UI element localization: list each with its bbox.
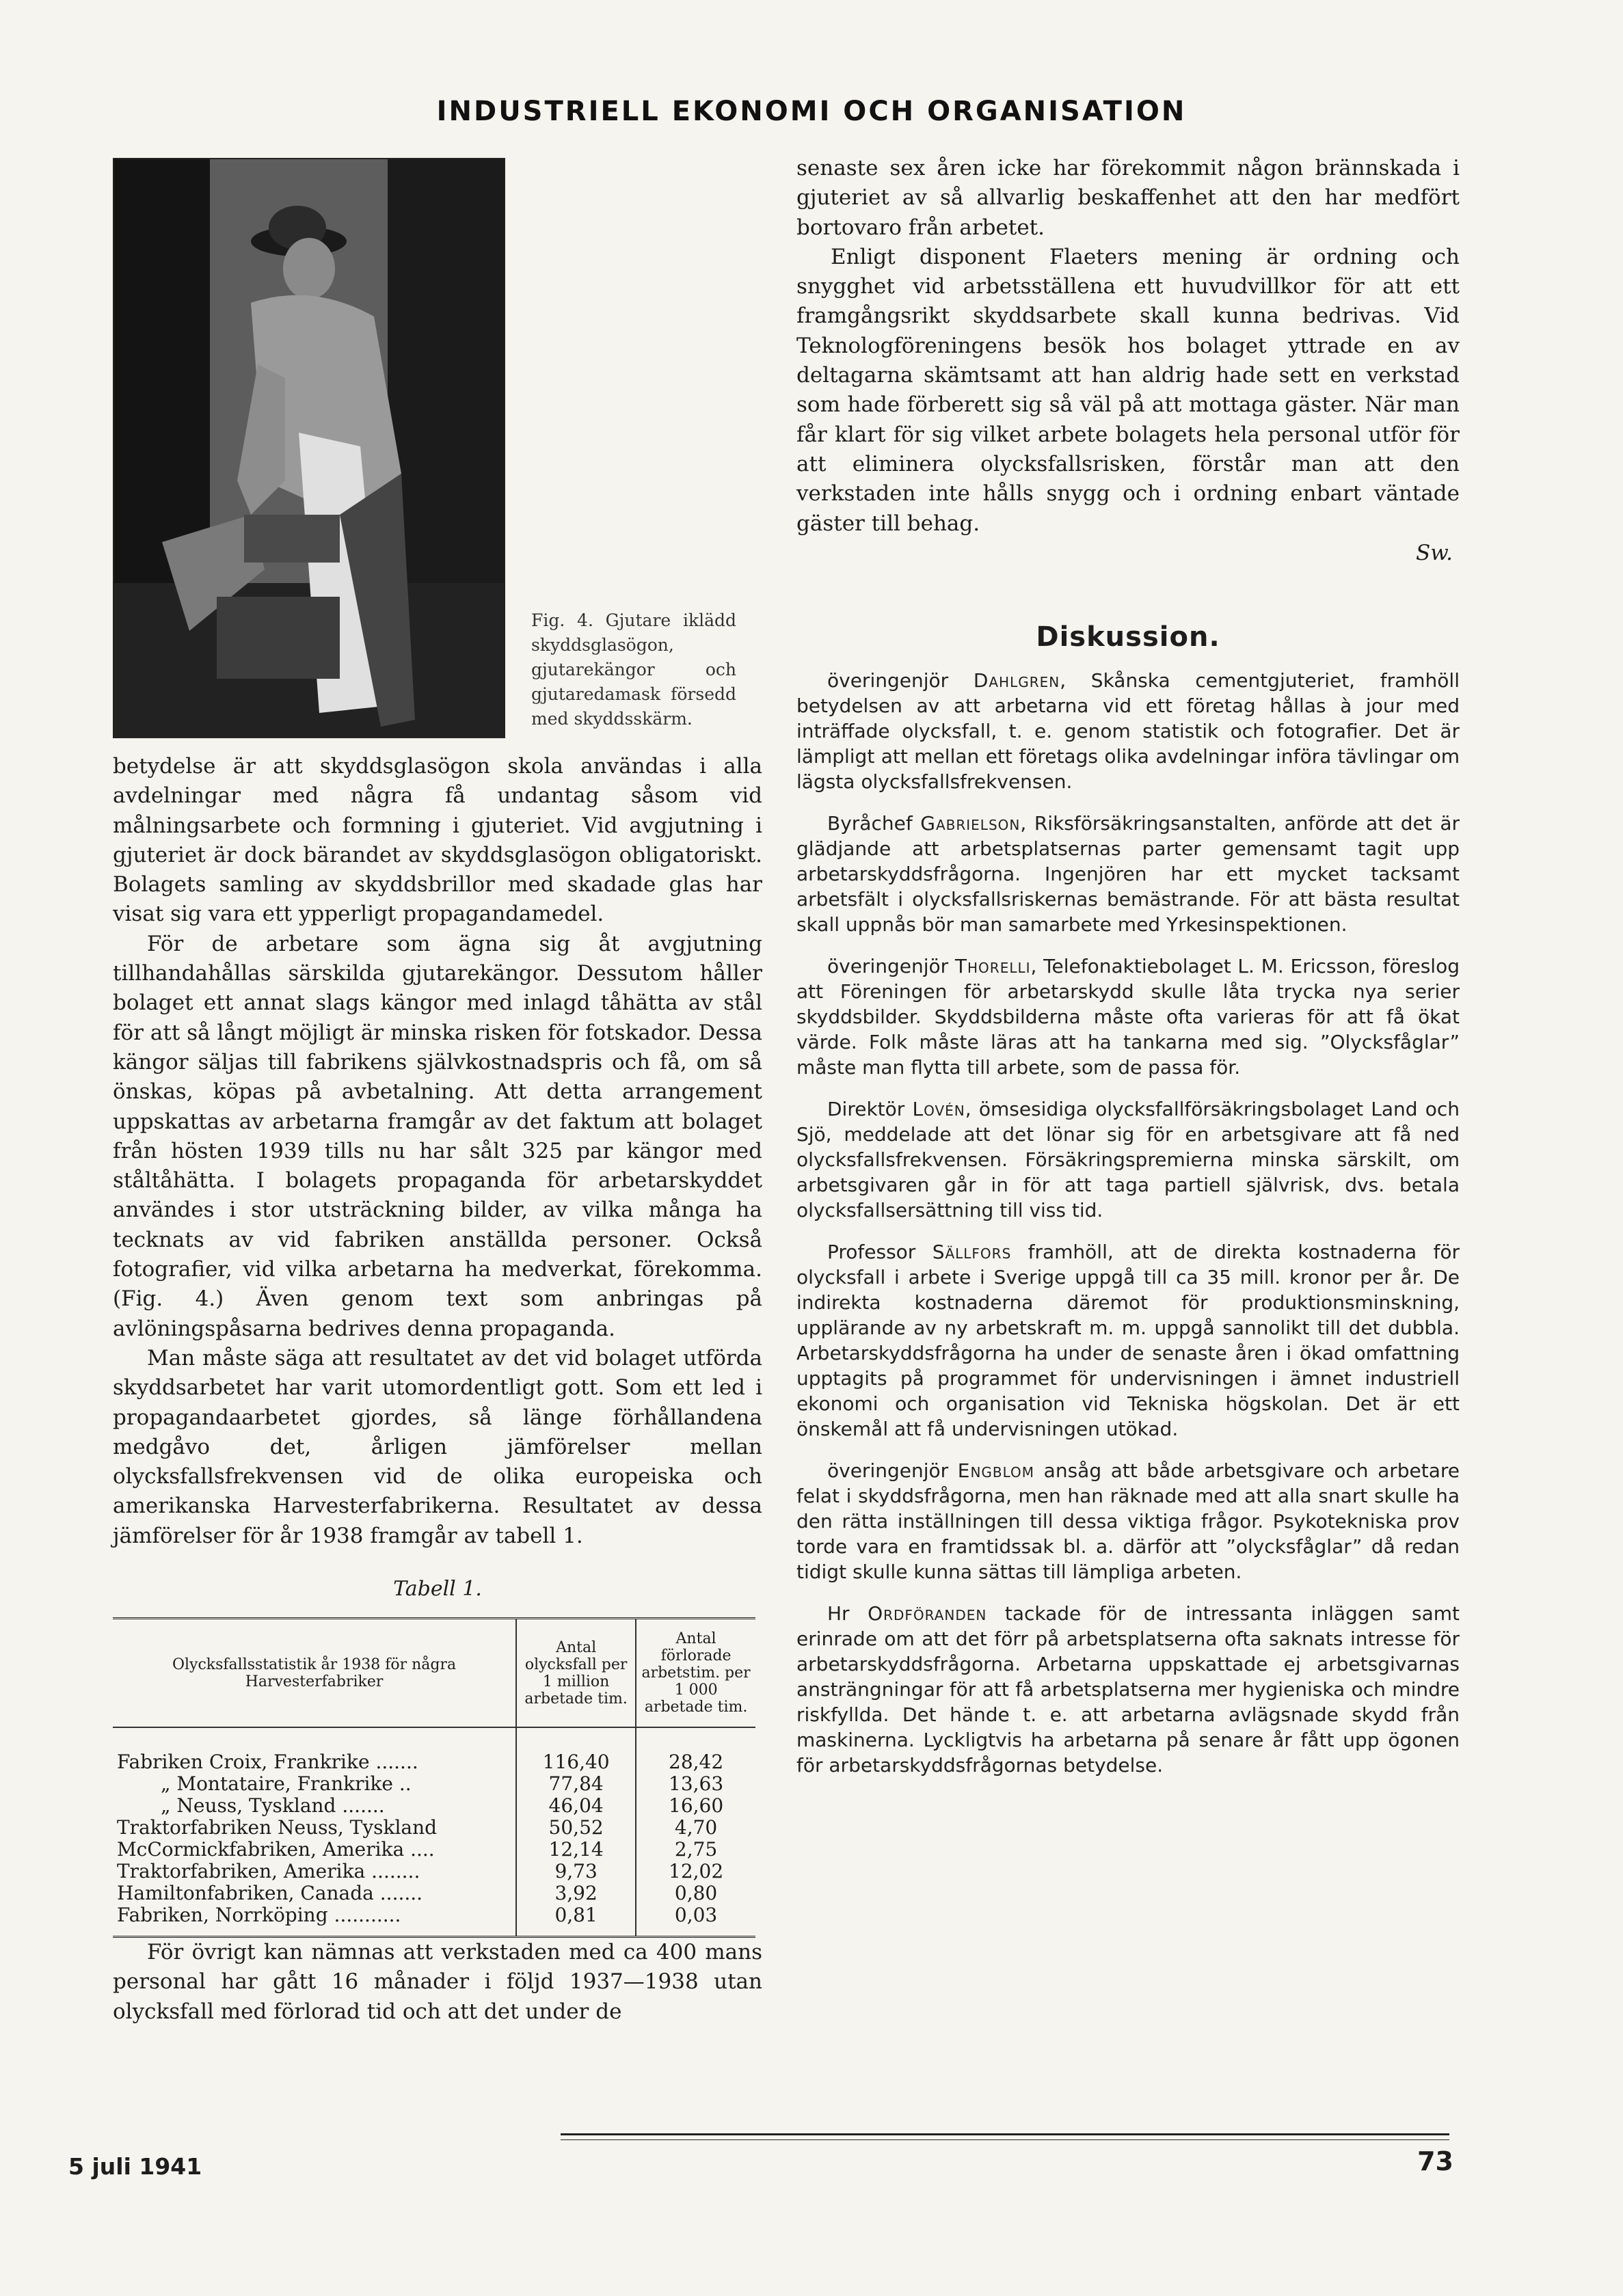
- entry-text: ansåg att både arbetsgivare och arbetare felat i skyddsfrågorna, men han räknade med att alla snart skulle ha den rätta inställningen till dessa viktiga frågor. Psykotekniska prov torde vara en framtidssak bl. a. därför att ”olycksfåglar” då redan tidigt skulle kunna sättas till lämpliga arbeten.: [796, 1459, 1460, 1583]
- left-body-text: [113, 752, 762, 1551]
- footer-rule: [561, 2133, 1449, 2140]
- table-header-accidents: Antal olycksfall per 1 million arbetade tim.: [516, 1619, 636, 1728]
- lost-hours-rate: 28,42: [669, 1751, 724, 1774]
- entry-text: , Riksförsäkringsanstalten, anförde att det är glädjande att arbetsplatsernas parter gemensamt tagit upp arbetarskyddsfrågorna. Ingenjören har ett mycket tacksamt arbetsfält i olycksfallsriskernas bemästrande. För att bästa resultat skall uppnås bör man samarbete med Yrkesinspektionen.: [796, 811, 1460, 936]
- factory-name: Traktorfabriken, Amerika ........: [113, 1861, 516, 1882]
- speaker-name: Dahlgren: [973, 668, 1060, 692]
- table-row: [113, 1904, 755, 1937]
- factory-name: Fabriken, Norrköping ...........: [113, 1904, 516, 1937]
- speaker-title: Hr: [827, 1602, 868, 1625]
- lost-hours-rate: 0,03: [674, 1904, 718, 1927]
- left-column: [113, 154, 762, 2027]
- factory-name: Traktorfabriken Neuss, Tyskland: [113, 1817, 516, 1839]
- table-row: [113, 1839, 755, 1861]
- speaker-title: överingenjör: [827, 668, 974, 692]
- paragraph: betydelse är att skyddsglasögon skola användas i alla avdelningar med några få undantag såsom vid målningsarbete och formning i gjuteriet. Vid avgjutning i gjuteriet är dock bärandet av skyddsglasögon obligatoriskt. Bolagets samling av skyddsbrillor med skadade glas har visat sig vara ett ypperligt propagandamedel.: [113, 754, 762, 927]
- running-header: INDUSTRIELL EKONOMI OCH ORGANISATION: [436, 96, 1187, 127]
- speaker-title: Professor: [827, 1240, 933, 1263]
- accident-rate: 77,84: [516, 1773, 636, 1795]
- factory-name: Fabriken Croix, Frankrike .......: [113, 1727, 516, 1773]
- table-row: [113, 1882, 755, 1904]
- speaker-title: Byråchef: [827, 811, 921, 835]
- entry-text: , ömsesidiga olycksfallförsäkringsbolaget Land och Sjö, meddelade att det lönar sig för en arbetsgivare att få ned olycksfallsfrekvensen. Försäkringspremierna minska särskilt, om arbetsgivaren går in för att taga partiell självrisk, dvs. betala olycksfallsersättning till viss tid.: [796, 1097, 1460, 1221]
- foundry-worker-photo: [113, 158, 505, 738]
- accident-rate: 46,04: [516, 1795, 636, 1817]
- lost-hours-rate: 4,70: [674, 1816, 718, 1839]
- speaker-name: Lovén: [912, 1097, 965, 1120]
- speaker-name: Gabrielson: [920, 811, 1021, 835]
- discussion-entry: [796, 1601, 1460, 1778]
- table-row: [113, 1861, 755, 1882]
- table-row: [113, 1727, 755, 1773]
- discussion-entry: [796, 668, 1460, 794]
- table-title: Tabell 1.: [393, 1577, 482, 1602]
- accident-rate: 12,14: [516, 1839, 636, 1861]
- table-row: [113, 1817, 755, 1839]
- discussion-entry: [796, 1458, 1460, 1584]
- factory-name: McCormickfabriken, Amerika ....: [113, 1839, 516, 1861]
- issue-date: 5 juli 1941: [68, 2153, 202, 2180]
- right-column: [796, 154, 1460, 1794]
- lost-hours-rate: 16,60: [669, 1794, 724, 1818]
- speaker-name: Ordföranden: [868, 1602, 987, 1625]
- table-header-lost-hours: Antal förlorade arbetstim. per 1 000 arbetade tim.: [636, 1619, 755, 1728]
- author-signature: Sw.: [1416, 540, 1453, 565]
- entry-text: , Telefonaktiebolaget L. M. Ericsson, föreslog att Föreningen för arbetarskydd skulle låta trycka nya serier skyddsbilder. Skyddsbilderna måste ofta varieras för att få ökat värde. Folk måste läras att ha tankarna med sig. ”Olycksfåglar” måste man flytta till arbete, som de passa för.: [796, 954, 1460, 1079]
- accident-rate: 116,40: [516, 1727, 636, 1773]
- discussion-heading: Diskussion.: [1036, 621, 1220, 653]
- figure-caption: Fig. 4. Gjutare iklädd skyddsglasögon, gjutarekängor och gjutaredamask försedd med skyddsskärm.: [531, 610, 736, 729]
- paragraph: För övrigt kan nämnas att verkstaden med ca 400 mans personal har gått 16 månader i följd 1937—1938 utan olycksfall med förlorad tid och att det under de: [113, 1940, 762, 2024]
- paragraph: Man måste säga att resultatet av det vid bolaget utförda skyddsarbetet har varit utomordentligt gott. Som ett led i propagandaarbetet gjordes, så länge förhållandena medgåvo det, årligen jämförelser mellan olycksfallsfrekvensen vid de olika europeiska och amerikanska Harvesterfabrikerna. Resultatet av dessa jämförelser för år 1938 framgår av tabell 1.: [113, 1345, 762, 1548]
- table-row: [113, 1773, 755, 1795]
- paragraph: Enligt disponent Flaeters mening är ordning och snygghet vid arbetsställena ett huvudvillkor för att ett framgångsrikt skyddsarbete skall kunna bedrivas. Vid Teknologföreningens besök hos bolaget yttrade en av deltagarna skämtsamt att han aldrig hade sett en verkstad som hade förberett sig så väl på att mottaga gäster. När man får klart för sig vilket arbete bolagets hela personal utför för att eliminera olycksfallsrisken, förstår man att den verkstaden inte hålls snygg och i ordning enbart väntade gäster till behag.: [796, 244, 1460, 536]
- speaker-title: Direktör: [827, 1097, 913, 1120]
- entry-text: framhöll, att de direkta kostnaderna för olycksfall i arbete i Sverige uppgå till ca 35 mill. kronor per år. De indirekta kostnaderna däremot för produktionsminskning, upplärande av ny arbetskraft m. m. uppgå sannolikt till det dubbla. Arbetarskyddsfrågorna ha under de senaste åren i ökad omfattning upptagits på programmet för undervisningen i ämnet industriell ekonomi och organisation vid Tekniska högskolan. Det är ett önskemål att få undervisningen utökad.: [796, 1240, 1460, 1440]
- factory-name: „ Neuss, Tyskland .......: [113, 1795, 516, 1817]
- factory-name: „ Montataire, Frankrike ..: [113, 1773, 516, 1795]
- accident-statistics-table: [113, 1617, 755, 1938]
- discussion-section: [796, 668, 1460, 1778]
- lost-hours-rate: 13,63: [669, 1772, 724, 1796]
- entry-text: , Skånska cementgjuteriet, framhöll betydelsen av att arbetarna vid ett företag hållas à jour med inträffade olycksfall, t. e. genom statistik och fotografier. Det är lämpligt att mellan ett företags olika avdelningar införa tävlingar om lägsta olycksfallsfrekvensen.: [796, 668, 1460, 793]
- speaker-name: Thorelli: [954, 954, 1031, 977]
- entry-text: tackade för de intressanta inläggen samt erinrade om att det förr på arbetsplatserna ofta saknats intresse för arbetarskyddsfrågorna. Arbetarna uppskattade ej arbetsgivarnas ansträngningar för att få arbetsplatserna mer hygieniska och mindre riskfyllda. Det hände t. e. att arbetarna avlägsnade skydd från maskinerna. Lyckligtvis ha arbetarna på senare år fått upp ögonen för arbetarskyddsfrågornas betydelse.: [796, 1602, 1460, 1777]
- speaker-name: Sällfors: [932, 1240, 1012, 1263]
- accident-rate: 0,81: [516, 1904, 636, 1937]
- accident-rate: 9,73: [516, 1861, 636, 1882]
- speaker-title: överingenjör: [827, 954, 955, 977]
- table-row: [113, 1795, 755, 1817]
- speaker-title: överingenjör: [827, 1459, 958, 1482]
- discussion-entry: [796, 1096, 1460, 1223]
- lost-hours-rate: 12,02: [669, 1860, 724, 1883]
- table-header-description: Olycksfallsstatistik år 1938 för några Harvesterfabriker: [113, 1619, 516, 1728]
- factory-name: Hamiltonfabriken, Canada .......: [113, 1882, 516, 1904]
- page-number: 73: [1417, 2146, 1453, 2176]
- foundry-worker-photo-illustration: [114, 159, 504, 737]
- lost-hours-rate: 2,75: [674, 1838, 718, 1861]
- paragraph: senaste sex åren icke har förekommit någon brännskada i gjuteriet av så allvarlig beskaffenhet att den har medfört bortovaro från arbetet.: [796, 156, 1460, 240]
- discussion-entry: [796, 954, 1460, 1080]
- discussion-entry: [796, 1239, 1460, 1442]
- figure-block: [113, 154, 762, 738]
- paragraph: För de arbetare som ägna sig åt avgjutning tillhandahållas särskilda gjutarekängor. Dessutom håller bolaget ett annat slags kängor med inlagd tåhätta av stål för att så långt möjligt är minska risken för fotskador. Dessa kängor säljas till fabrikens självkostnadspris och få, om så önskas, köpas på avbetalning. Att detta arrangement uppskattas av arbetarna framgår av det faktum att bolaget från hösten 1939 tills nu har sålt 325 par kängor med ståltåhätta. I bolagets propaganda för arbetarskyddet användes i stor utsträckning bilder, av vilka många ha tecknats av vid fabriken anställda personer. Också fotografier, vid vilka arbetarna ha medverkat, förekomma. (Fig. 4.) Även genom text som anbringas på avlöningspåsarna bedrives denna propaganda.: [113, 931, 762, 1341]
- discussion-entry: [796, 811, 1460, 937]
- accident-rate: 50,52: [516, 1817, 636, 1839]
- lost-hours-rate: 0,80: [674, 1882, 718, 1905]
- speaker-name: Engblom: [957, 1459, 1035, 1482]
- accident-rate: 3,92: [516, 1882, 636, 1904]
